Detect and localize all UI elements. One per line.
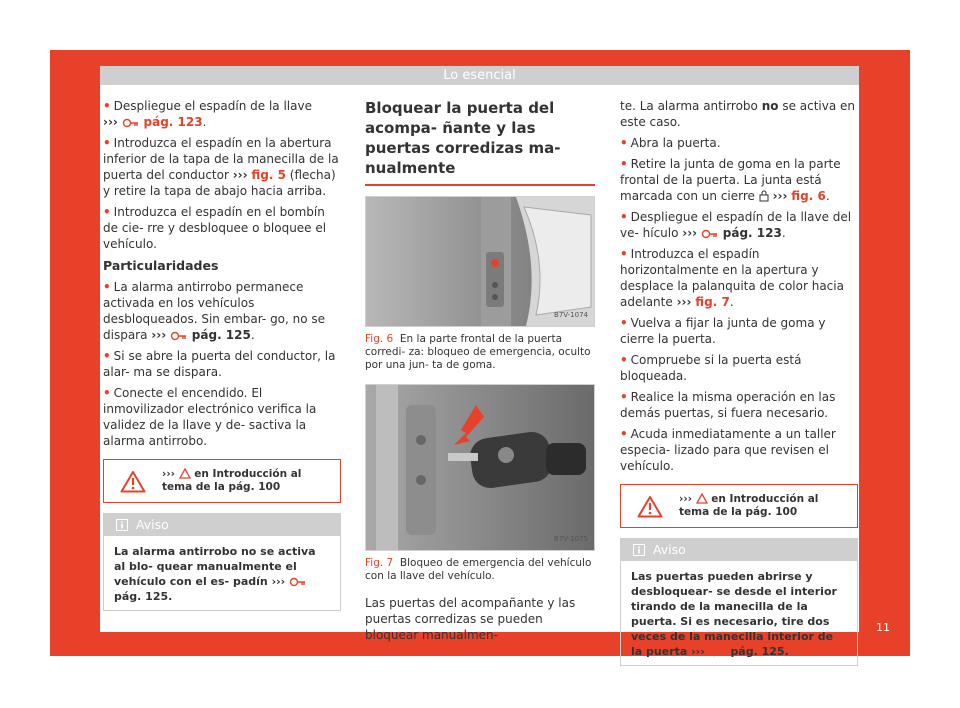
key-ref-icon xyxy=(289,576,307,587)
info-icon xyxy=(633,544,645,556)
right-item-1: • Abra la puerta. xyxy=(620,136,721,150)
warning-triangle-icon xyxy=(637,495,663,518)
left-item-2: • Introduzca el espadín en la abertura inferior de la tapa de la manecilla de la puerta del conductor ››› fig. 5 (flecha) y retire la tapa de abajo hacia arriba. xyxy=(103,136,339,198)
right-intro: te. La alarma antirrobo no se activa en este caso. xyxy=(620,99,856,129)
bullet-icon: • xyxy=(620,427,628,441)
figure-code: B7V-1074 xyxy=(554,311,588,319)
left-item-3: • Introduzca el espadín en el bombín de cie- rre y desbloquee o bloquee el vehículo. xyxy=(103,205,327,251)
right-item-8: • Acuda inmediatamente a un taller especia- lizado para que revisen el vehículo. xyxy=(620,427,836,473)
warning-ref-icon xyxy=(179,468,191,479)
bullet-icon: • xyxy=(103,99,111,113)
figure-7 xyxy=(365,384,595,551)
bullet-icon: • xyxy=(620,390,628,404)
left-column xyxy=(103,98,341,611)
key-lock-illustration xyxy=(366,385,595,550)
page-ref-link[interactable]: pág. 125 xyxy=(191,328,251,342)
subheading: Particularidades xyxy=(103,258,219,273)
bullet-icon: • xyxy=(103,349,111,363)
key-ref-icon xyxy=(709,646,727,657)
key-ref-icon xyxy=(701,228,719,239)
warning-ref-icon xyxy=(696,493,708,504)
fig-ref-link[interactable]: fig. 6 xyxy=(791,189,826,203)
right-item-7: • Realice la misma operación en las demás puertas, si fuera necesario. xyxy=(620,390,836,420)
warning-triangle-icon xyxy=(120,470,146,493)
figure-6-caption: Fig. 6 En la parte frontal de la puerta corredi- za: bloqueo de emergencia, oculto por una jun- ta de goma. xyxy=(365,333,591,371)
warning-box: ››› en Introducción al tema de la pág. 100 xyxy=(103,459,341,503)
figure-6 xyxy=(365,196,595,327)
bullet-icon: • xyxy=(620,136,628,150)
bullet-icon: • xyxy=(620,157,628,171)
page-number: 11 xyxy=(876,621,890,634)
note-header: Aviso xyxy=(621,539,857,561)
left-item-5: • Si se abre la puerta del conductor, la alar- ma se dispara. xyxy=(103,349,336,379)
note-body: La alarma antirrobo no se activa al blo- quear manualmente el vehículo con el es- padín ››› pág. 125. xyxy=(114,545,316,603)
figure-code: B7V-1075 xyxy=(554,535,588,543)
section-header: Lo esencial xyxy=(100,66,859,85)
right-item-3: • Despliegue el espadín de la llave del ve- hículo ››› pág. 123. xyxy=(620,210,852,240)
bullet-icon: • xyxy=(620,353,628,367)
middle-paragraph: Las puertas del acompañante y las puertas corredizas se pueden bloquear manualmen- xyxy=(365,596,576,642)
key-ref-icon xyxy=(122,117,140,128)
bullet-icon: • xyxy=(103,386,111,400)
bullet-icon: • xyxy=(620,247,628,261)
section-title: Bloquear la puerta del acompa- ñante y las puertas corredizas ma- nualmente xyxy=(365,98,595,186)
right-item-2: • Retire la junta de goma en la parte frontal de la puerta. La junta está marcada con un cierre ››› fig. 6. xyxy=(620,157,841,203)
info-icon xyxy=(116,519,128,531)
right-column xyxy=(620,98,858,666)
bullet-icon: • xyxy=(620,316,628,330)
fig-ref-link[interactable]: fig. 5 xyxy=(251,168,286,182)
page-ref-link[interactable]: pág. 123 xyxy=(722,226,782,240)
left-item-1: • Despliegue el espadín de la llave ››› pág. 123. xyxy=(103,99,312,129)
bullet-icon: • xyxy=(103,280,111,294)
warning-ref-link[interactable]: en Introducción al tema de la pág. 100 xyxy=(162,468,302,493)
page-ref-link[interactable]: pág. 123 xyxy=(143,115,203,129)
figure-7-caption: Fig. 7 Bloqueo de emergencia del vehículo con la llave del vehículo. xyxy=(365,557,592,582)
bullet-icon: • xyxy=(103,136,111,150)
left-item-4: • La alarma antirrobo permanece activada en los vehículos desbloqueados. Sin embar- go, no se dispara ››› pág. 125. xyxy=(103,280,326,342)
page-ref-link[interactable]: pág. 125. xyxy=(114,590,173,603)
note-box xyxy=(620,538,858,666)
note-box xyxy=(103,513,341,611)
key-ref-icon xyxy=(170,330,188,341)
lock-icon xyxy=(759,190,769,202)
note-header: Aviso xyxy=(104,514,340,536)
right-item-4: • Introduzca el espadín horizontalmente en la apertura y desplace la palanquita de color hacia adelante ››› fig. 7. xyxy=(620,247,844,309)
left-item-6: • Conecte el encendido. El inmovilizador electrónico verifica la validez de la llave y de- sactiva la alarma antirrobo. xyxy=(103,386,317,448)
fig-ref-link[interactable]: fig. 7 xyxy=(695,295,730,309)
note-body: Las puertas pueden abrirse y desbloquear- se desde el interior tirando de la manecilla de la puerta. Si es necesario, tire dos veces de la manecilla interior de la puerta ››› pág. 125. xyxy=(631,570,837,658)
middle-column xyxy=(365,98,595,648)
bullet-icon: • xyxy=(103,205,111,219)
right-item-6: • Compruebe si la puerta está bloqueada. xyxy=(620,353,802,383)
warning-box: ››› en Introducción al tema de la pág. 100 xyxy=(620,484,858,528)
warning-ref-link[interactable]: en Introducción al tema de la pág. 100 xyxy=(679,493,819,518)
right-item-5: • Vuelva a fijar la junta de goma y cierre la puerta. xyxy=(620,316,826,346)
bullet-icon: • xyxy=(620,210,628,224)
page-ref-link[interactable]: pág. 125. xyxy=(730,645,789,658)
